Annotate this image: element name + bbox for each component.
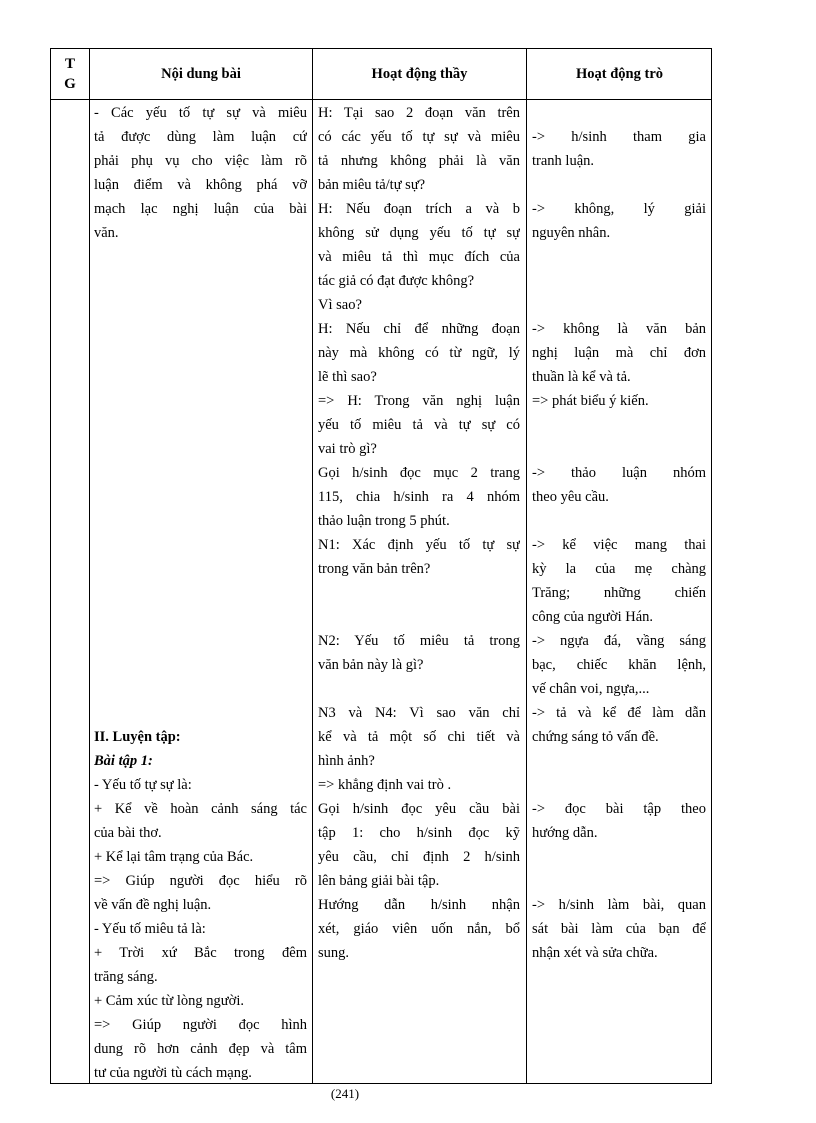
student-text-line: => phát biểu ý kiến. [532,393,649,409]
teacher-text-line: trong văn bản trên? [318,561,431,577]
column-divider [312,49,313,1083]
content-text-line: tư của người tù cách mạng. [94,1065,252,1081]
teacher-text-line: H: Tại sao 2 đoạn văn trên [318,105,520,121]
content-text-line: mạch lạc nghị luận của bài [94,201,307,217]
student-text-line: -> h/sinh làm bài, quan [532,897,706,913]
teacher-text-line: => H: Trong văn nghị luận [318,393,520,409]
student-text-line: -> không là văn bản [532,321,706,337]
content-text-line: + Cảm xúc từ lòng người. [94,993,244,1009]
content-text-line: - Yếu tố miêu tả là: [94,921,206,937]
content-text-line [94,245,307,269]
teacher-text-line: có các yếu tố tự sự và miêu [318,129,520,145]
student-text-line: nghị luận mà chỉ đơn [532,345,706,361]
teacher-text-line: H: Nếu đoạn trích a và b [318,201,520,217]
teacher-text-line: tập 1: cho h/sinh đọc kỹ [318,825,520,841]
teacher-text-line: thảo luận trong 5 phút. [318,513,450,529]
teacher-text-line [318,581,520,605]
teacher-text-line: => khẳng định vai trò . [318,777,452,793]
teacher-text-line [318,605,520,629]
teacher-text-line: và miêu tả thì mục đích của [318,249,520,265]
student-text-line: chứng sáng tỏ vấn đề. [532,729,659,745]
content-text-line [94,461,307,485]
content-text-line [94,485,307,509]
teacher-text-line: Vì sao? [318,297,362,313]
content-text-line [94,677,307,701]
student-text-line [532,869,706,893]
student-text-line: -> không, lý giải [532,201,706,217]
content-text-line: trăng sáng. [94,969,158,985]
student-text-line [532,773,706,797]
content-text-line: Bài tập 1: [94,753,153,769]
header-teacher-activity: Hoạt động thầy [371,65,468,82]
content-text-line [94,365,307,389]
content-text-line [94,557,307,581]
teacher-text-line: kể và tả một số chi tiết và [318,729,520,745]
content-text-line: tả được dùng làm luận cứ [94,129,307,145]
student-text-line [532,245,706,269]
content-text-line [94,293,307,317]
teacher-text-line: lên bảng giải bài tập. [318,873,440,889]
content-text-line: II. Luyện tập: [94,729,181,745]
content-text-line [94,389,307,413]
student-text-line: -> tả và kể để làm dẫn [532,705,706,721]
teacher-text-line: lẽ thì sao? [318,369,377,385]
student-text-line: -> ngựa đá, vầng sáng [532,633,706,649]
student-text-line [532,173,706,197]
student-text-line: theo yêu cầu. [532,489,609,505]
content-text-line: văn. [94,225,119,241]
student-text-line: bạc, chiếc khăn lệnh, [532,657,706,673]
teacher-text-line: hình ảnh? [318,753,375,769]
teacher-text-line: tả nhưng không phải là văn [318,153,520,169]
content-text-line [94,269,307,293]
header-time [51,49,89,99]
teacher-text-line: yếu tố miêu tả và tự sự có [318,417,520,433]
student-text-line: nhận xét và sửa chữa. [532,945,658,961]
page-number: (241) [330,1086,360,1101]
student-text-line: sát bài làm của bạn để [532,921,706,937]
content-text-line: dung rõ hơn cảnh đẹp và tâm [94,1041,307,1057]
student-text-line: -> h/sinh tham gia [532,129,706,145]
student-text-line: công của người Hán. [532,609,654,625]
teacher-text-line: N2: Yếu tố miêu tả trong [318,633,520,649]
teacher-text-line: tác giả có đạt được không? [318,273,475,289]
content-text-line: về vấn đề nghị luận. [94,897,212,913]
teacher-text-line: văn bản này là gì? [318,657,424,673]
teacher-activity-column [318,101,520,965]
teacher-text-line: bản miêu tả/tự sự? [318,177,426,193]
student-text-line: tranh luận. [532,153,595,169]
teacher-text-line: này mà không có từ ngữ, lý [318,345,520,361]
content-text-line: luận điểm và không phá vỡ [94,177,307,193]
content-text-line [94,341,307,365]
column-divider [89,49,90,1083]
content-text-line [94,701,307,725]
student-text-line: hướng dẫn. [532,825,598,841]
header-divider [51,99,711,100]
student-text-line [532,845,706,869]
content-column [94,101,307,1085]
teacher-text-line: N3 và N4: Vì sao văn chỉ [318,705,520,721]
student-text-line [532,293,706,317]
content-text-line [94,653,307,677]
content-text-line [94,413,307,437]
teacher-text-line: xét, giáo viên uốn nắn, bổ [318,921,520,937]
teacher-text-line: H: Nếu chỉ để những đoạn [318,321,520,337]
teacher-text-line: sung. [318,945,350,961]
student-text-line: nguyên nhân. [532,225,611,241]
student-text-line: -> kể việc mang thai [532,537,706,553]
content-text-line [94,437,307,461]
content-text-line [94,533,307,557]
student-text-line [532,509,706,533]
student-text-line [532,101,706,125]
student-text-line: -> đọc bài tập theo [532,801,706,817]
content-text-line [94,629,307,653]
student-text-line [532,437,706,461]
teacher-text-line: không sử dụng yếu tố tự sự [318,225,520,241]
teacher-text-line: Gọi h/sinh đọc mục 2 trang [318,465,520,481]
teacher-text-line: yêu cầu, chỉ định 2 h/sinh [318,849,520,865]
student-text-line: thuần là kể và tả. [532,369,631,385]
teacher-text-line: N1: Xác định yếu tố tự sự [318,537,520,553]
header-time-bottom: G [64,76,76,92]
student-text-line [532,269,706,293]
teacher-text-line: Hướng dẫn h/sinh nhận [318,897,520,913]
content-text-line [94,509,307,533]
content-text-line [94,605,307,629]
content-text-line: + Kể về hoàn cảnh sáng tác [94,801,307,817]
teacher-text-line: 115, chia h/sinh ra 4 nhóm [318,489,520,505]
student-text-line [532,413,706,437]
teacher-text-line: Gọi h/sinh đọc yêu cầu bài [318,801,520,817]
student-text-line: -> thảo luận nhóm [532,465,706,481]
content-text-line: phải phụ vụ cho việc làm rõ [94,153,307,169]
content-text-line: - Các yếu tố tự sự và miêu [94,105,307,121]
student-text-line: Trăng; những chiến [532,585,706,601]
student-text-line: vế chân voi, ngựa,... [532,681,650,697]
teacher-text-line: vai trò gì? [318,441,377,457]
content-text-line: => Giúp người đọc hình [94,1017,307,1033]
content-text-line [94,317,307,341]
content-text-line: + Kể lại tâm trạng của Bác. [94,849,254,865]
content-text-line: của bài thơ. [94,825,162,841]
content-text-line [94,581,307,605]
content-text-line: - Yếu tố tự sự là: [94,777,192,793]
header-content: Nội dung bài [161,65,241,82]
header-time-top: T [64,56,75,72]
lesson-table [50,48,712,1084]
content-text-line: + Trời xứ Bắc trong đêm [94,945,307,961]
content-text-line: => Giúp người đọc hiểu rõ [94,873,307,889]
teacher-text-line [318,677,520,701]
student-text-line: kỳ la của mẹ chàng [532,561,706,577]
student-text-line [532,749,706,773]
column-divider [526,49,527,1083]
student-activity-column [532,101,706,965]
header-student-activity: Hoạt động trò [576,65,663,82]
